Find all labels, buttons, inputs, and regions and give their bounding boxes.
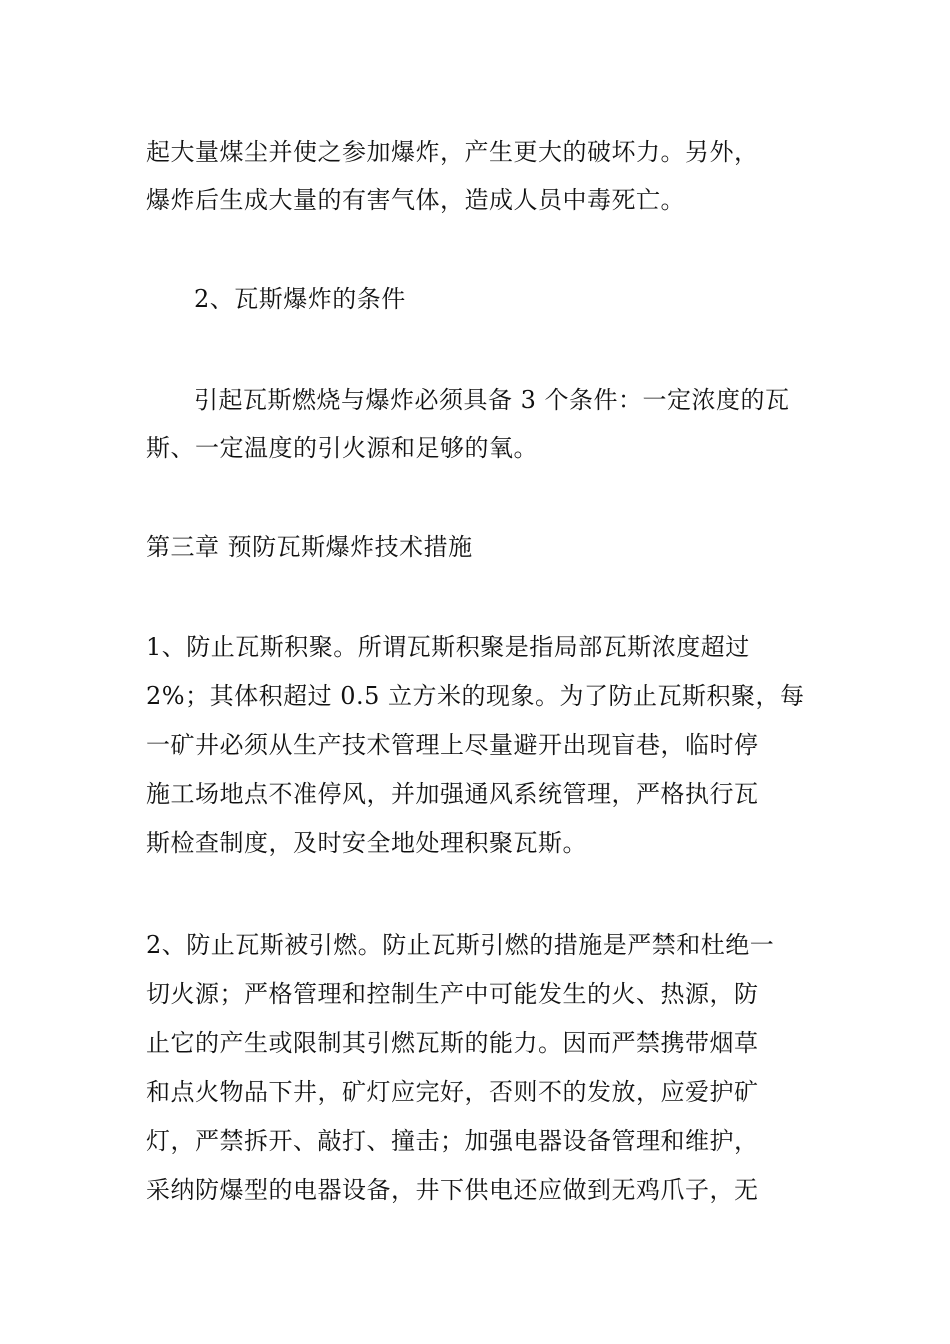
paragraph-line: 采纳防爆型的电器设备，井下供电还应做到无鸡爪子，无 (146, 1176, 759, 1204)
paragraph-line: 2%；其体积超过 0.5 立方米的现象。为了防止瓦斯积聚，每 (146, 682, 805, 710)
paragraph-line: 切火源；严格管理和控制生产中可能发生的火、热源，防 (146, 980, 759, 1008)
paragraph-line: 1、防止瓦斯积聚。所谓瓦斯积聚是指局部瓦斯浓度超过 (146, 633, 750, 661)
paragraph-line: 2、防止瓦斯被引燃。防止瓦斯引燃的措施是严禁和杜绝一 (146, 931, 775, 959)
paragraph-line: 斯、一定温度的引火源和足够的氧。 (146, 434, 538, 462)
paragraph-line: 施工场地点不准停风，并加强通风系统管理，严格执行瓦 (146, 780, 759, 808)
paragraph-line: 引起瓦斯燃烧与爆炸必须具备 3 个条件：一定浓度的瓦 (194, 386, 790, 414)
paragraph-line: 灯，严禁拆开、敲打、撞击；加强电器设备管理和维护， (146, 1127, 759, 1155)
paragraph-line: 一矿井必须从生产技术管理上尽量避开出现盲巷，临时停 (146, 731, 759, 759)
chapter-heading: 第三章 预防瓦斯爆炸技术措施 (146, 533, 473, 561)
paragraph-line: 斯检查制度，及时安全地处理积聚瓦斯。 (146, 829, 587, 857)
paragraph-line: 爆炸后生成大量的有害气体，造成人员中毒死亡。 (146, 186, 685, 214)
section-heading: 2、瓦斯爆炸的条件 (194, 285, 406, 313)
paragraph-line: 和点火物品下井，矿灯应完好，否则不的发放，应爱护矿 (146, 1078, 759, 1106)
paragraph-line: 止它的产生或限制其引燃瓦斯的能力。因而严禁携带烟草 (146, 1029, 759, 1057)
paragraph-line: 起大量煤尘并使之参加爆炸，产生更大的破坏力。另外， (146, 138, 759, 166)
